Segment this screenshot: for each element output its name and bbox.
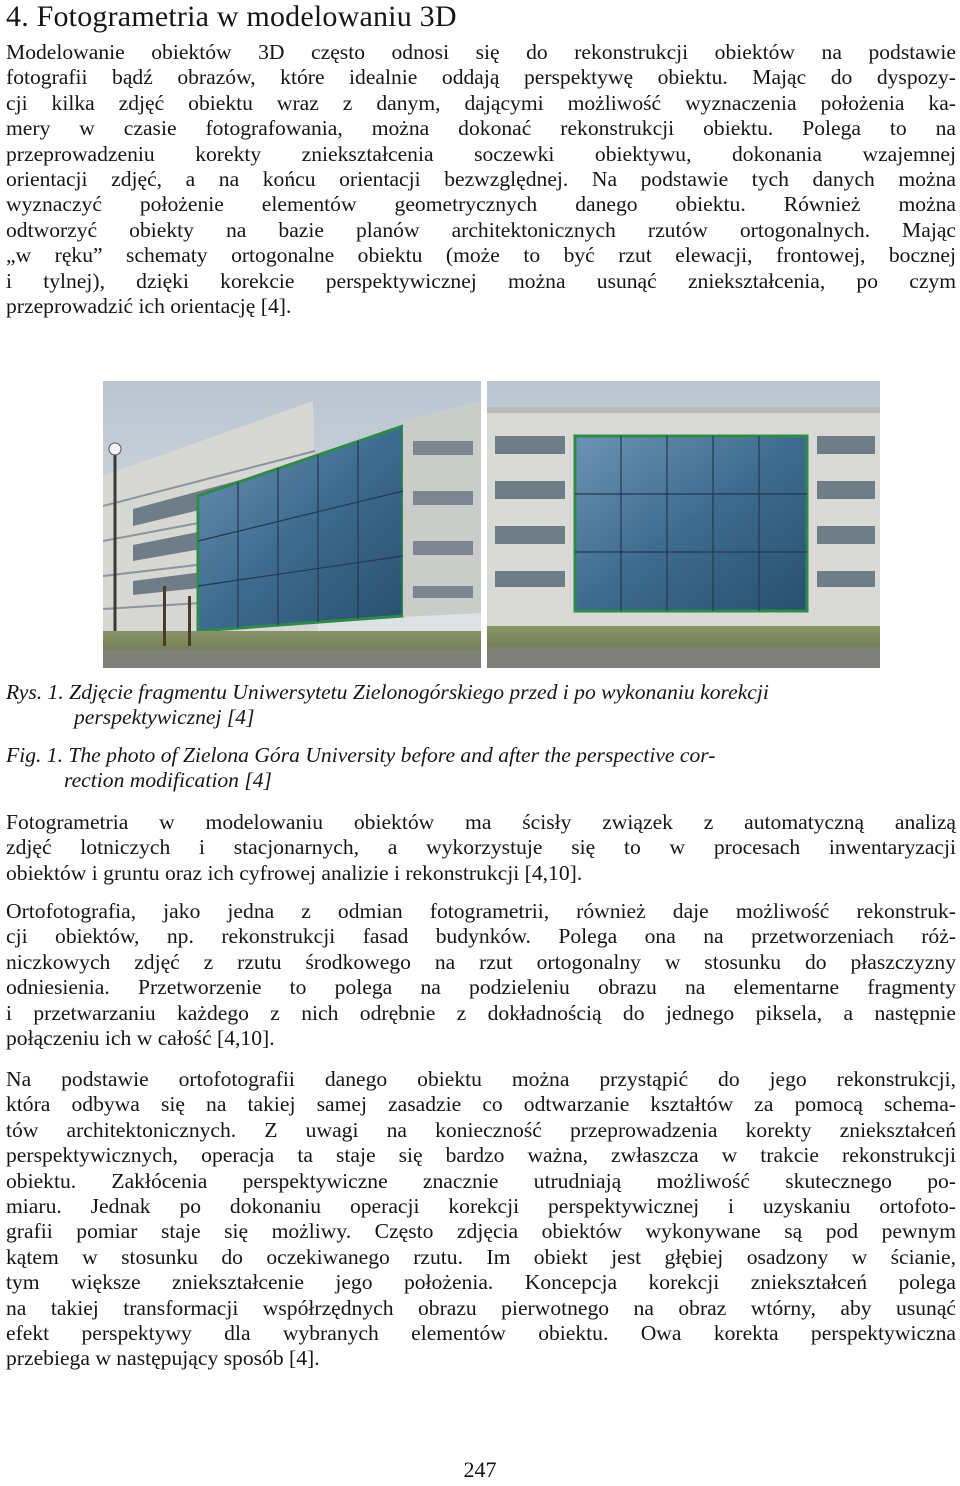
text-line: przeprowadzeniu korekty zniekształcenia soczewki obiektywu, dokonania wzajemnej [6, 141, 956, 166]
text-line: i tylnej), dzięki korekcie perspektywicznej można usunąć zniekształcenia, po czym [6, 268, 956, 293]
text-line: niczkowych zdjęć z rzutu środkowego na rzut ortogonalny w stosunku do płaszczyzny [6, 949, 956, 974]
figure-caption-pl [6, 680, 769, 730]
text-line: efekt perspektywy dla wybranych elementów obiektu. Owa korekta perspektywiczna [6, 1321, 956, 1346]
text-line: obiektu. Zakłócenia perspektywiczne znacznie utrudniają możliwość skutecznego po- [6, 1168, 956, 1193]
text-line: połączeniu ich w całość [4,10]. [6, 1026, 275, 1051]
text-line: Modelowanie obiektów 3D często odnosi się do rekonstrukcji obiektów na podstawie [6, 40, 956, 64]
photo-after-correction [487, 381, 880, 668]
text-line: i przetwarzaniu każdego z nich odrębnie z dokładnością do jednego piksela, a następnie [6, 1000, 956, 1025]
text-line: odtworzyć obiekty na bazie planów architektonicznych rzutów ortogonalnych. Mając [6, 217, 956, 242]
text-line: przeprowadzić ich orientację [4]. [6, 294, 292, 319]
text-line: tym większe zniekształcenie jego położenia. Koncepcja korekcji zniekształceń polega [6, 1270, 956, 1295]
text-line: mery w czasie fotografowania, można dokonać rekonstrukcji obiektu. Polega to na [6, 116, 956, 141]
photo-before-correction [103, 381, 481, 668]
text-line: obiektów i gruntu oraz ich cyfrowej analizie i rekonstrukcji [4,10]. [6, 860, 583, 885]
figure-building-photos [103, 381, 880, 668]
text-line: wyznaczyć położenie elementów geometrycznych danego obiektu. Również można [6, 192, 956, 217]
caption-line: rection modification [4] [64, 768, 272, 792]
glass-wall [575, 436, 807, 611]
text-line: na takiej transformacji współrzędnych obrazu pierwotnego na obraz wtórny, aby usunąć [6, 1295, 956, 1320]
paragraph-intro [6, 40, 956, 319]
text-line: orientacji zdjęć, a na końcu orientacji bezwzględnej. Na podstawie tych danych można [6, 167, 956, 192]
text-line: przebiega w następujący sposób [4]. [6, 1346, 320, 1371]
text-line: cji kilka zdjęć obiektu wraz z danym, dającymi możliwość wyznaczenia położenia ka- [6, 90, 956, 115]
section-heading: 4. Fotogrametria w modelowaniu 3D [6, 0, 457, 33]
figure-caption-en [6, 743, 715, 793]
paragraph-reconstruction [6, 1067, 956, 1372]
text-line: fotografii bądź obrazów, które idealnie oddają perspektywę obiektu. Mając do dyspozy- [6, 65, 956, 90]
text-line: tów architektonicznych. Z uwagi na konieczność przeprowadzenia korekty zniekształceń [6, 1117, 956, 1142]
paragraph-photogrammetry [6, 810, 956, 886]
caption-line: Rys. 1. Zdjęcie fragmentu Uniwersytetu Zielonogórskiego przed i po wykonaniu korekcji [6, 680, 769, 704]
caption-line: perspektywicznej [4] [74, 705, 255, 729]
text-line: kątem w stosunku do oczekiwanego rzutu. Im obiekt jest głębiej osadzony w ścianie, [6, 1244, 956, 1269]
paragraph-orthophoto [6, 899, 956, 1051]
text-line: grafii pomiar staje się możliwy. Często zdjęcia obiektów wykonywane są pod pewnym [6, 1219, 956, 1244]
text-line: miaru. Jednak po dokonaniu operacji korekcji perspektywicznej i uzyskaniu ortofoto- [6, 1194, 956, 1219]
text-line: zdjęć lotniczych i stacjonarnych, a wykorzystuje się to w procesach inwentaryzacji [6, 835, 956, 860]
text-line: Ortofotografia, jako jedna z odmian fotogrametrii, również daje możliwość rekonstruk- [6, 899, 956, 923]
page-number: 247 [463, 1457, 497, 1482]
text-line: która odbywa się na takiej samej zasadzie co odtwarzanie kształtów za pomocą schema- [6, 1092, 956, 1117]
caption-line: Fig. 1. The photo of Zielona Góra University before and after the perspective cor- [6, 743, 716, 767]
text-line: odniesienia. Przetworzenie to polega na podzieleniu obrazu na elementarne fragmenty [6, 975, 956, 1000]
text-line: Na podstawie ortofotografii danego obiektu można przystąpić do jego rekonstrukcji, [6, 1067, 956, 1091]
text-line: Fotogrametria w modelowaniu obiektów ma ścisły związek z automatyczną analizą [6, 810, 956, 834]
text-line: cji obiektów, np. rekonstrukcji fasad budynków. Polega ona na przetworzeniach róż- [6, 924, 956, 949]
text-line: „w ręku” schematy ortogonalne obiektu (może to być rzut elewacji, frontowej, bocznej [6, 243, 956, 268]
text-line: perspektywicznych, operacja ta staje się bardzo ważna, zwłaszcza w trakcie rekonstrukcji [6, 1143, 956, 1168]
